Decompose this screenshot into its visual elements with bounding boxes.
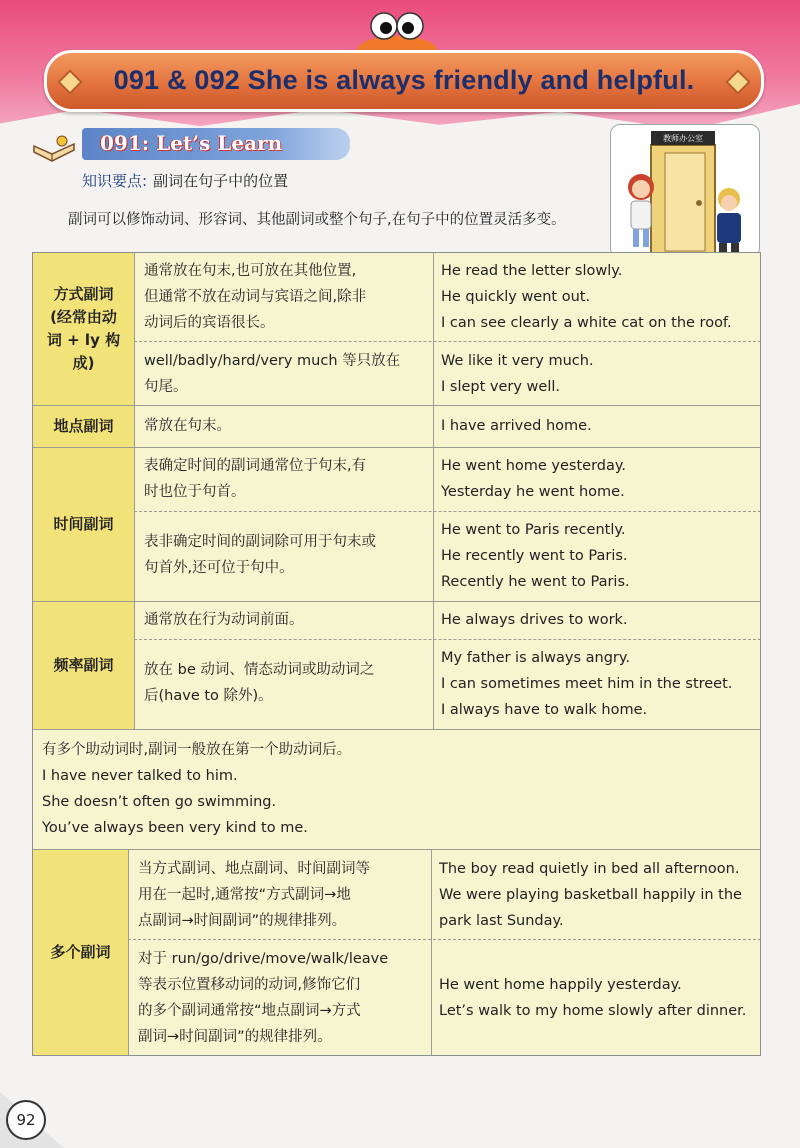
example-line: Recently he went to Paris. xyxy=(441,574,630,590)
frequency-example-2 xyxy=(441,645,759,723)
key-point-value: 副词在句子中的位置 xyxy=(153,172,289,190)
manner-rule-1 xyxy=(144,258,429,336)
rule-line: 动词后的宾语很长。 xyxy=(144,315,275,331)
section-tag-text: 091: Let’s Learn xyxy=(100,131,283,155)
row-divider xyxy=(33,405,761,406)
example-line: I slept very well. xyxy=(441,379,560,395)
example-line: He read the letter slowly. xyxy=(441,263,623,279)
row-divider xyxy=(134,511,761,512)
key-point-label: 知识要点: xyxy=(82,172,148,190)
rule-line: 副词→时间副词”的规律排列。 xyxy=(138,1029,332,1045)
header-frequency xyxy=(33,601,134,729)
office-sign: 教师办公室 xyxy=(663,134,703,143)
place-rule xyxy=(144,413,429,439)
time-rule-2 xyxy=(144,529,429,581)
row-divider xyxy=(128,939,761,940)
page-number: 92 xyxy=(6,1100,46,1140)
example-line: I can sometimes meet him in the street. xyxy=(441,676,733,692)
rule-line: 的多个副词通常按“地点副词→方式 xyxy=(138,1003,361,1019)
column-divider xyxy=(128,849,129,1055)
header-manner-line: 词 + ly 构 xyxy=(46,331,121,349)
row-divider xyxy=(33,849,761,850)
note-line: You’ve always been very kind to me. xyxy=(42,820,308,836)
header-manner xyxy=(33,253,134,405)
row-divider xyxy=(33,601,761,602)
rule-line: 但通常不放在动词与宾语之间,除非 xyxy=(144,289,367,305)
example-line: He quickly went out. xyxy=(441,289,591,305)
header-place-text: 地点副词 xyxy=(53,416,114,435)
time-example-1 xyxy=(441,453,759,505)
manner-example-1 xyxy=(441,258,759,336)
rule-line: 时也位于句首。 xyxy=(144,484,246,500)
rule-line: 通常放在句末,也可放在其他位置, xyxy=(144,263,357,279)
intro-text: 副词可以修饰动词、形容词、其他副词或整个句子,在句子中的位置灵活多变。 xyxy=(68,212,566,228)
note-line: 有多个助动词时,副词一般放在第一个助动词后。 xyxy=(42,742,352,758)
header-place xyxy=(33,405,134,447)
note-line: She doesn’t often go swimming. xyxy=(42,794,277,810)
column-divider xyxy=(134,253,135,729)
multiple-example-1 xyxy=(439,856,759,934)
header-multiple-text: 多个副词 xyxy=(50,942,111,961)
row-divider xyxy=(33,729,761,730)
note-line: I have never talked to him. xyxy=(42,768,238,784)
example-line: My father is always angry. xyxy=(441,650,631,666)
example-line: He went home yesterday. xyxy=(441,458,626,474)
header-manner-line: 方式副词 xyxy=(53,285,114,303)
time-example-2 xyxy=(441,517,759,595)
header-time xyxy=(33,447,134,601)
manner-example-2 xyxy=(441,348,759,400)
rule-line: 等表示位置移动词的动词,修饰它们 xyxy=(138,977,361,993)
rule-line: 用在一起时,通常按“方式副词→地 xyxy=(138,887,351,903)
header-time-text: 时间副词 xyxy=(53,514,114,533)
row-divider xyxy=(33,447,761,448)
example-line: We like it very much. xyxy=(441,353,594,369)
header-manner-line: 成) xyxy=(72,354,95,372)
frequency-rule-2 xyxy=(144,657,429,709)
example-line: He went home happily yesterday. xyxy=(439,977,682,993)
example-line: We were playing basketball happily in the xyxy=(439,887,742,903)
rule-line: 后(have to 除外)。 xyxy=(144,688,273,704)
example-line: I always have to walk home. xyxy=(441,702,648,718)
place-example xyxy=(441,413,759,439)
example-line: He always drives to work. xyxy=(441,612,628,628)
example-line: Yesterday he went home. xyxy=(441,484,625,500)
rule-line: 常放在句末。 xyxy=(144,418,231,434)
rule-line: 对于 run/go/drive/move/walk/leave xyxy=(138,951,389,967)
example-line: I have arrived home. xyxy=(441,418,592,434)
row-divider xyxy=(134,341,761,342)
rule-line: 放在 be 动词、情态动词或助动词之 xyxy=(144,662,375,678)
example-line: park last Sunday. xyxy=(439,913,564,929)
page-title: 091 & 092 She is always friendly and helpful. xyxy=(113,65,695,95)
key-point xyxy=(82,170,288,191)
time-rule-1 xyxy=(144,453,429,505)
header-frequency-text: 频率副词 xyxy=(53,655,114,674)
office-illustration xyxy=(610,124,760,258)
multiple-rule-1 xyxy=(138,856,428,934)
example-line: Let’s walk to my home slowly after dinner. xyxy=(439,1003,747,1019)
header-multiple xyxy=(33,849,128,1055)
header-manner-line: (经常由动 xyxy=(50,308,117,326)
rule-line: 点副词→时间副词”的规律排列。 xyxy=(138,913,347,929)
rule-line: 表确定时间的副词通常位于句末,有 xyxy=(144,458,367,474)
rule-line: 句首外,还可位于句中。 xyxy=(144,560,294,576)
teachers-office-picture xyxy=(611,125,759,257)
auxiliary-note xyxy=(42,737,742,841)
row-divider xyxy=(134,639,761,640)
rule-line: 通常放在行为动词前面。 xyxy=(144,612,304,628)
multiple-example-2 xyxy=(439,972,759,1024)
example-line: He went to Paris recently. xyxy=(441,522,626,538)
example-line: He recently went to Paris. xyxy=(441,548,628,564)
frequency-example-1 xyxy=(441,607,759,633)
example-line: I can see clearly a white cat on the roof. xyxy=(441,315,732,331)
adverb-position-table xyxy=(32,252,761,1056)
rule-line: 句尾。 xyxy=(144,379,188,395)
column-divider xyxy=(433,253,434,729)
title-banner xyxy=(44,50,764,112)
manner-rule-2 xyxy=(144,348,429,400)
open-book-icon xyxy=(32,134,76,164)
rule-line: 当方式副词、地点副词、时间副词等 xyxy=(138,861,370,877)
rule-line: 表非确定时间的副词除可用于句末或 xyxy=(144,534,376,550)
rule-line: well/badly/hard/very much 等只放在 xyxy=(144,353,401,369)
multiple-rule-2 xyxy=(138,946,428,1050)
example-line: The boy read quietly in bed all afternoon. xyxy=(439,861,740,877)
frequency-rule-1 xyxy=(144,607,429,633)
column-divider xyxy=(431,849,432,1055)
